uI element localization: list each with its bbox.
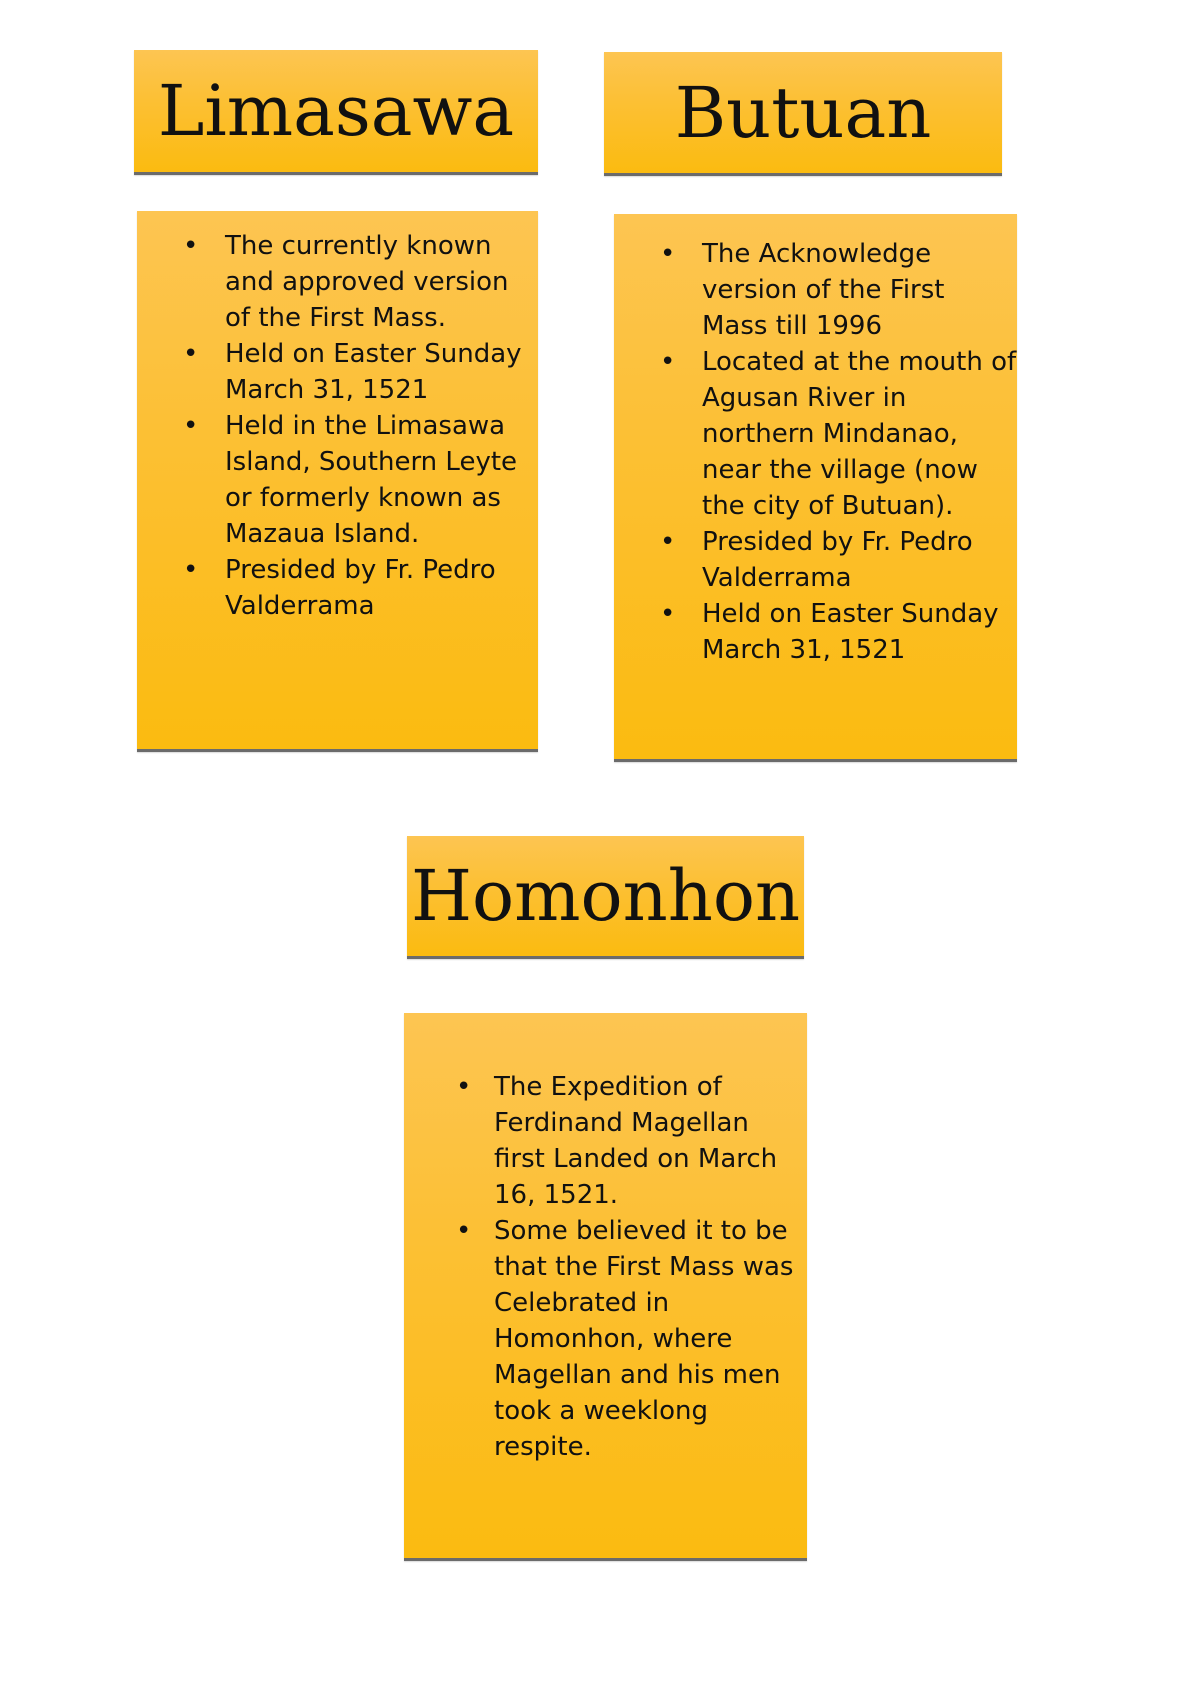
homonhon-title-box xyxy=(407,836,804,959)
homonhon-bullet-list xyxy=(404,1069,807,1465)
list-item: • Presided by Fr. Pedro Valderrama xyxy=(137,552,538,624)
limasawa-title: Limasawa xyxy=(157,70,515,152)
limasawa-bullet-list xyxy=(137,228,538,624)
butuan-bullet-list xyxy=(614,236,1017,668)
butuan-title: Butuan xyxy=(674,71,932,154)
butuan-title-box xyxy=(604,52,1002,176)
list-item: • Located at the mouth of Agusan River in northern Mindanao, near the village (now the city of Butuan). xyxy=(614,344,1017,524)
list-item: • The Acknowledge version of the First Mass till 1996 xyxy=(614,236,1017,344)
list-item: • Held in the Limasawa Island, Southern Leyte or formerly known as Mazaua Island. xyxy=(137,408,538,552)
limasawa-title-box xyxy=(134,50,538,175)
limasawa-content-box xyxy=(137,211,538,752)
list-item: • The Expedition of Ferdinand Magellan first Landed on March 16, 1521. xyxy=(404,1069,807,1213)
homonhon-content-box xyxy=(404,1013,807,1561)
list-item: • The currently known and approved version of the First Mass. xyxy=(137,228,538,336)
list-item: • Held on Easter Sunday March 31, 1521 xyxy=(137,336,538,408)
list-item: • Presided by Fr. Pedro Valderrama xyxy=(614,524,1017,596)
homonhon-title: Homonhon xyxy=(410,855,801,937)
list-item: • Some believed it to be that the First Mass was Celebrated in Homonhon, where Magellan and his men took a weeklong respite. xyxy=(404,1213,807,1465)
list-item: • Held on Easter Sunday March 31, 1521 xyxy=(614,596,1017,668)
butuan-content-box xyxy=(614,214,1017,762)
